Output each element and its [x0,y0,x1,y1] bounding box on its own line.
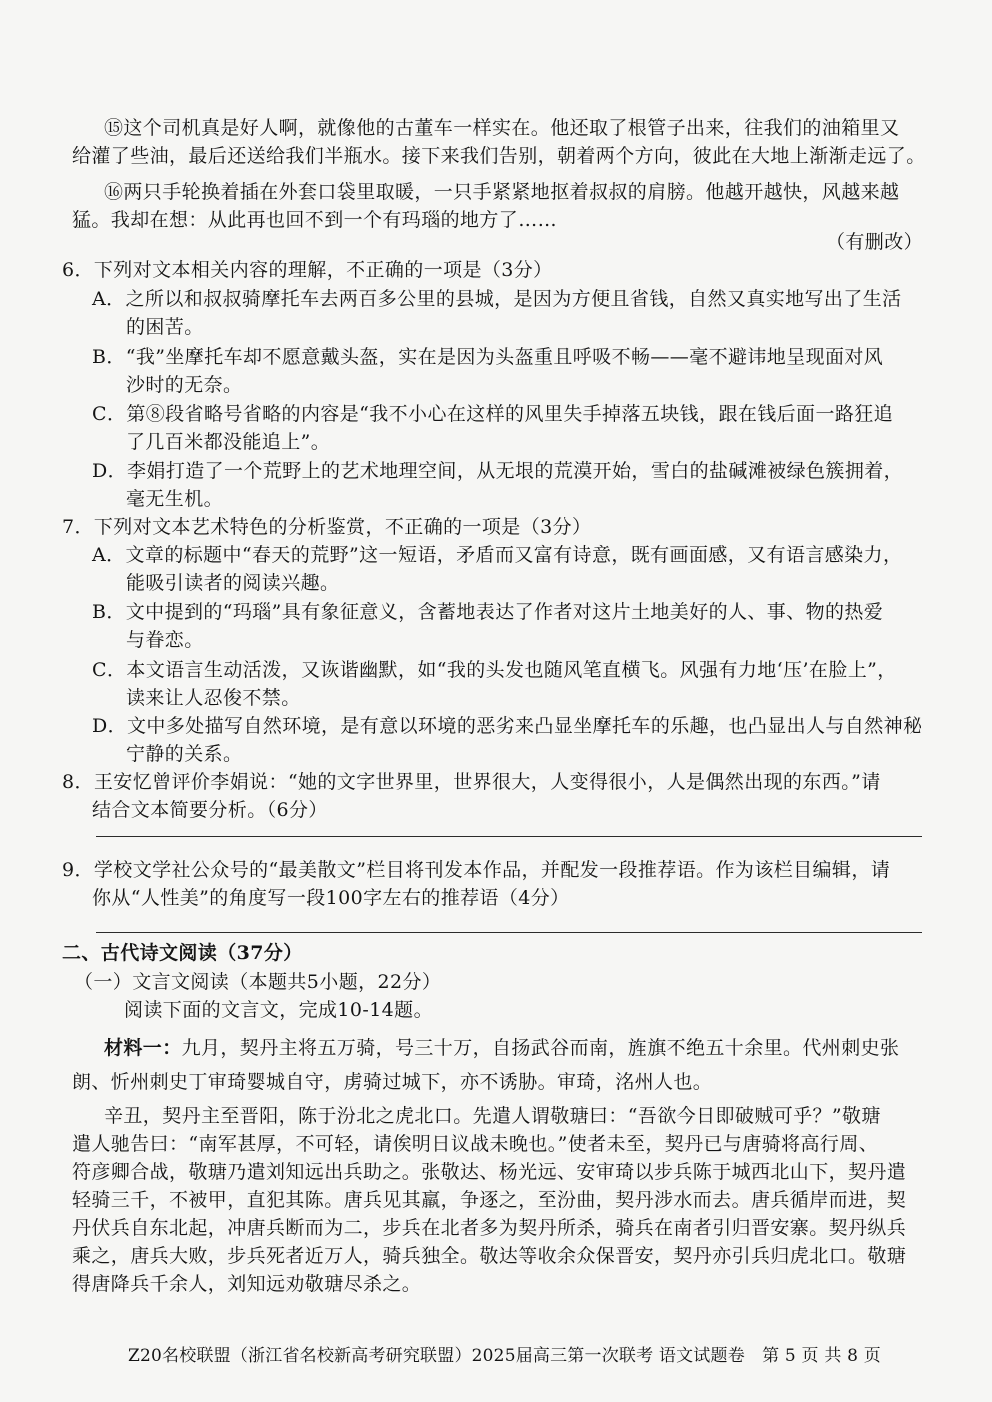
passage-line: 符彦卿合战，敬瑭乃遣刘知远出兵助之。张敬达、杨光远、安审琦以步兵陈于城西北山下，契丹遣 [72,1161,907,1183]
option-d: D．文中多处描写自然环境，是有意以环境的恶劣来凸显坐摩托车的乐趣，也凸显出人与自然神秘 [92,715,923,737]
text-line: 给灌了些油，最后还送给我们半瓶水。接下来我们告别，朝着两个方向，彼此在大地上渐渐走远了。 [72,145,926,167]
passage-line: 辛丑，契丹主至晋阳，陈于汾北之虎北口。先遣人谓敬瑭曰：“吾欲今日即破贼可乎？”敬瑭 [104,1105,881,1127]
passage-line: 遣人驰告曰：“南军甚厚，不可轻，请俟明日议战未晚也。”使者未至，契丹已与唐骑将高行周、 [72,1133,879,1155]
passage-line: 轻骑三千，不被甲，直犯其陈。唐兵见其羸，争逐之，至汾曲，契丹涉水而去。唐兵循岸而进，契 [72,1189,907,1211]
answer-line [96,932,922,933]
question-8: 8．王安忆曾评价李娟说：“她的文字世界里，世界很大，人变得很小，人是偶然出现的东西。”请 [62,771,881,793]
option-a: A．文章的标题中“春天的荒野”这一短语，矛盾而又富有诗意，既有画面感，又有语言感染力， [92,544,903,566]
question-9-cont: 你从“人性美”的角度写一段100字左右的推荐语（4分） [92,887,570,909]
option-d: D．李娟打造了一个荒野上的艺术地理空间，从无垠的荒漠开始，雪白的盐碱滩被绿色簇拥着， [92,460,904,482]
option-d-cont: 毫无生机。 [126,488,224,510]
option-b: B．“我”坐摩托车却不愿意戴头盔，实在是因为头盔重且呼吸不畅——毫不避讳地呈现面对风 [92,346,884,368]
option-c-cont: 读来让人忍俊不禁。 [126,687,301,709]
option-c-cont: 了几百米都没能追上”。 [126,431,331,453]
option-c: C．第⑧段省略号省略的内容是“我不小心在这样的风里失手掉落五块钱，跟在钱后面一路狂追 [92,403,894,425]
text-line: 猛。我却在想：从此再也回不到一个有玛瑙的地方了…… [72,209,558,231]
passage-line [104,1036,899,1060]
option-c: C．本文语言生动活泼，又诙谐幽默，如“我的头发也随风笔直横飞。风强有力地‘压’在脸上”， [92,659,897,681]
option-b-cont: 与眷恋。 [126,629,204,651]
page-footer: Z20名校联盟（浙江省名校新高考研究联盟）2025届高三第一次联考 语文试题卷 第 5 页 共 8 页 [128,1346,881,1366]
question-9: 9．学校文学社公众号的“最美散文”栏目将刊发本作品，并配发一段推荐语。作为该栏目编辑，请 [62,859,891,881]
option-a-cont: 能吸引读者的阅读兴趣。 [126,572,340,594]
text-line: ⑯两只手轮换着插在外套口袋里取暖，一只手紧紧地抠着叔叔的肩膀。他越开越快，风越来越 [104,181,900,203]
passage-text: 九月，契丹主将五万骑，号三十万，自扬武谷而南，旌旗不绝五十余里。代州刺史张 [181,1037,900,1059]
passage-line: 丹伏兵自东北起，冲唐兵断而为二，步兵在北者多为契丹所杀，骑兵在南者引归晋安寨。契丹纵兵 [72,1217,907,1239]
question-7: 7．下列对文本艺术特色的分析鉴赏，不正确的一项是（3分） [62,516,592,538]
option-a: A．之所以和叔叔骑摩托车去两百多公里的县城，是因为方便且省钱，自然又真实地写出了生活 [92,288,902,310]
answer-line [96,836,922,837]
option-a-cont: 的困苦。 [126,316,204,338]
question-6: 6．下列对文本相关内容的理解，不正确的一项是（3分） [62,259,553,281]
text-line: ⑮这个司机真是好人啊，就像他的古董车一样实在。他还取了根管子出来，往我们的油箱里又 [104,117,900,139]
material-label: 材料一： [104,1037,182,1059]
section-heading: 二、古代诗文阅读（37分） [62,942,303,964]
passage-line: 得唐降兵千余人，刘知远劝敬瑭尽杀之。 [72,1273,422,1295]
subsection-heading: （一）文言文阅读（本题共5小题，22分） [74,971,442,993]
question-8-cont: 结合文本简要分析。（6分） [92,799,328,821]
source-note: （有删改） [826,231,924,253]
instruction: 阅读下面的文言文，完成10-14题。 [124,999,433,1021]
option-b-cont: 沙时的无奈。 [126,374,243,396]
passage-line: 乘之，唐兵大败，步兵死者近万人，骑兵独全。敬达等收余众保晋安，契丹亦引兵归虎北口。敬瑭 [72,1245,907,1267]
passage-line: 朗、忻州刺史丁审琦婴城自守，虏骑过城下，亦不诱胁。审琦，洺州人也。 [72,1071,713,1093]
option-d-cont: 宁静的关系。 [126,743,243,765]
option-b: B．文中提到的“玛瑙”具有象征意义，含蓄地表达了作者对这片土地美好的人、事、物的热爱 [92,601,884,623]
